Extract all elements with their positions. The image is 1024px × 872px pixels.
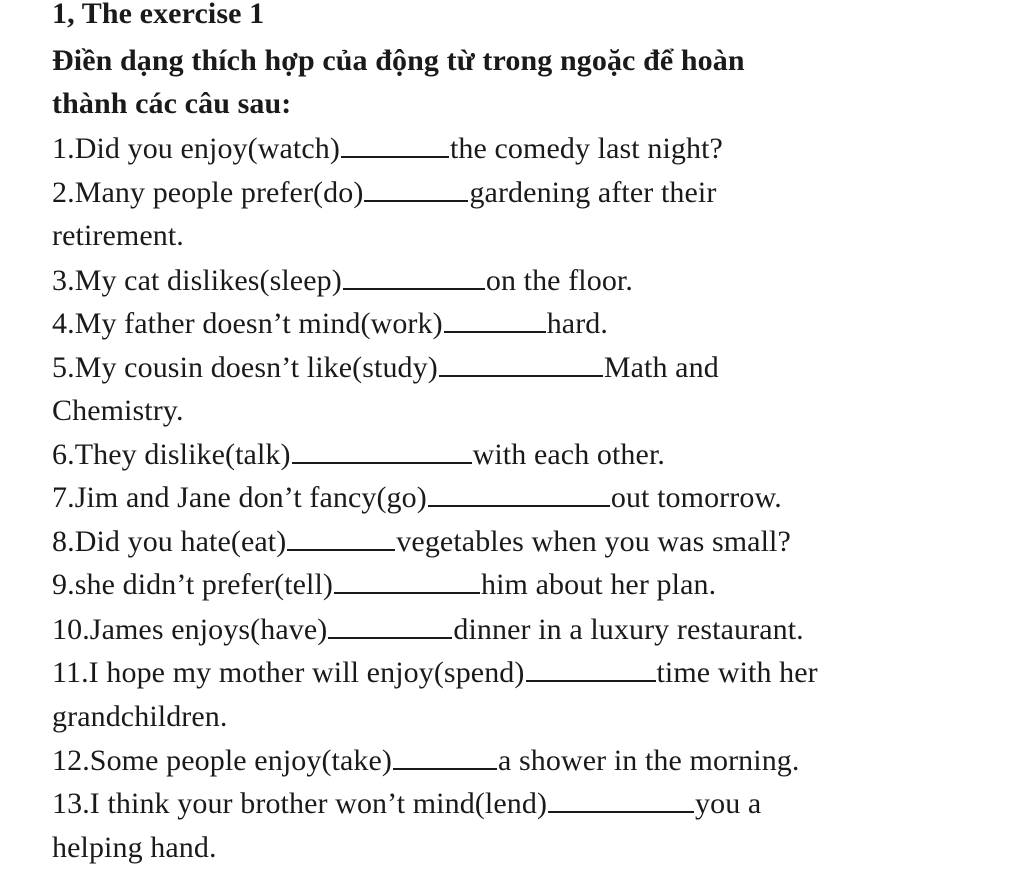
answer-blank[interactable] xyxy=(364,176,468,202)
exercise-item-5-continued: Chemistry. xyxy=(52,394,184,427)
item-rest: gardening after their xyxy=(469,176,717,209)
item-prompt: 8.Did you hate(eat) xyxy=(52,525,287,558)
item-rest: a shower in the morning. xyxy=(498,744,800,777)
exercise-item-13-continued: helping hand. xyxy=(52,831,217,864)
item-rest: with each other. xyxy=(472,438,665,471)
exercise-item-1 xyxy=(52,131,723,167)
exercise-item-4 xyxy=(52,306,608,342)
item-rest: the comedy last night? xyxy=(449,132,723,165)
item-rest: Math and xyxy=(603,351,719,384)
item-rest: dinner in a luxury restaurant. xyxy=(453,613,804,646)
exercise-item-6 xyxy=(52,437,665,473)
exercise-item-7 xyxy=(52,480,782,516)
exercise-title: 1, The exercise 1 xyxy=(52,0,265,30)
answer-blank[interactable] xyxy=(393,744,497,770)
item-prompt: 6.They dislike(talk) xyxy=(52,438,291,471)
answer-blank[interactable] xyxy=(444,307,546,333)
answer-blank[interactable] xyxy=(343,264,485,290)
exercise-item-9 xyxy=(52,567,716,603)
answer-blank[interactable] xyxy=(341,132,449,158)
item-prompt: 9.she didn’t prefer(tell) xyxy=(52,568,334,601)
answer-blank[interactable] xyxy=(292,438,472,464)
item-rest: time with her xyxy=(656,656,818,689)
instruction-line-2: thành các câu sau: xyxy=(52,87,292,120)
exercise-item-11 xyxy=(52,655,818,691)
item-prompt: 12.Some people enjoy(take) xyxy=(52,744,392,777)
exercise-item-13 xyxy=(52,786,761,822)
item-rest: out tomorrow. xyxy=(610,481,782,514)
answer-blank[interactable] xyxy=(428,481,610,507)
item-prompt: 11.I hope my mother will enjoy(spend) xyxy=(52,656,525,689)
item-prompt: 7.Jim and Jane don’t fancy(go) xyxy=(52,481,427,514)
exercise-item-12 xyxy=(52,743,800,779)
item-rest: him about her plan. xyxy=(481,568,717,601)
exercise-item-2-continued: retirement. xyxy=(52,219,184,252)
item-prompt: 10.James enjoys(have) xyxy=(52,613,328,646)
item-prompt: 4.My father doesn’t mind(work) xyxy=(52,307,443,340)
item-prompt: 5.My cousin doesn’t like(study) xyxy=(52,351,438,384)
exercise-item-10 xyxy=(52,612,804,648)
item-rest: on the floor. xyxy=(485,264,633,297)
item-prompt: 13.I think your brother won’t mind(lend) xyxy=(52,787,548,820)
item-prompt: 3.My cat dislikes(sleep) xyxy=(52,264,342,297)
item-rest: vegetables when you was small? xyxy=(396,525,791,558)
exercise-item-2 xyxy=(52,175,716,211)
exercise-item-8 xyxy=(52,524,791,560)
exercise-item-3 xyxy=(52,263,633,299)
item-prompt: 2.Many people prefer(do) xyxy=(52,176,364,209)
item-prompt: 1.Did you enjoy(watch) xyxy=(52,132,340,165)
exercise-item-5 xyxy=(52,350,719,386)
exercise-item-11-continued: grandchildren. xyxy=(52,700,228,733)
answer-blank[interactable] xyxy=(287,525,395,551)
answer-blank[interactable] xyxy=(328,613,452,639)
answer-blank[interactable] xyxy=(526,656,656,682)
instruction-line-1: Điền dạng thích hợp của động từ trong ngoặc để hoàn xyxy=(52,44,745,77)
item-rest: you a xyxy=(695,787,762,820)
answer-blank[interactable] xyxy=(548,787,694,813)
answer-blank[interactable] xyxy=(334,568,480,594)
item-rest: hard. xyxy=(546,307,609,340)
answer-blank[interactable] xyxy=(439,351,603,377)
